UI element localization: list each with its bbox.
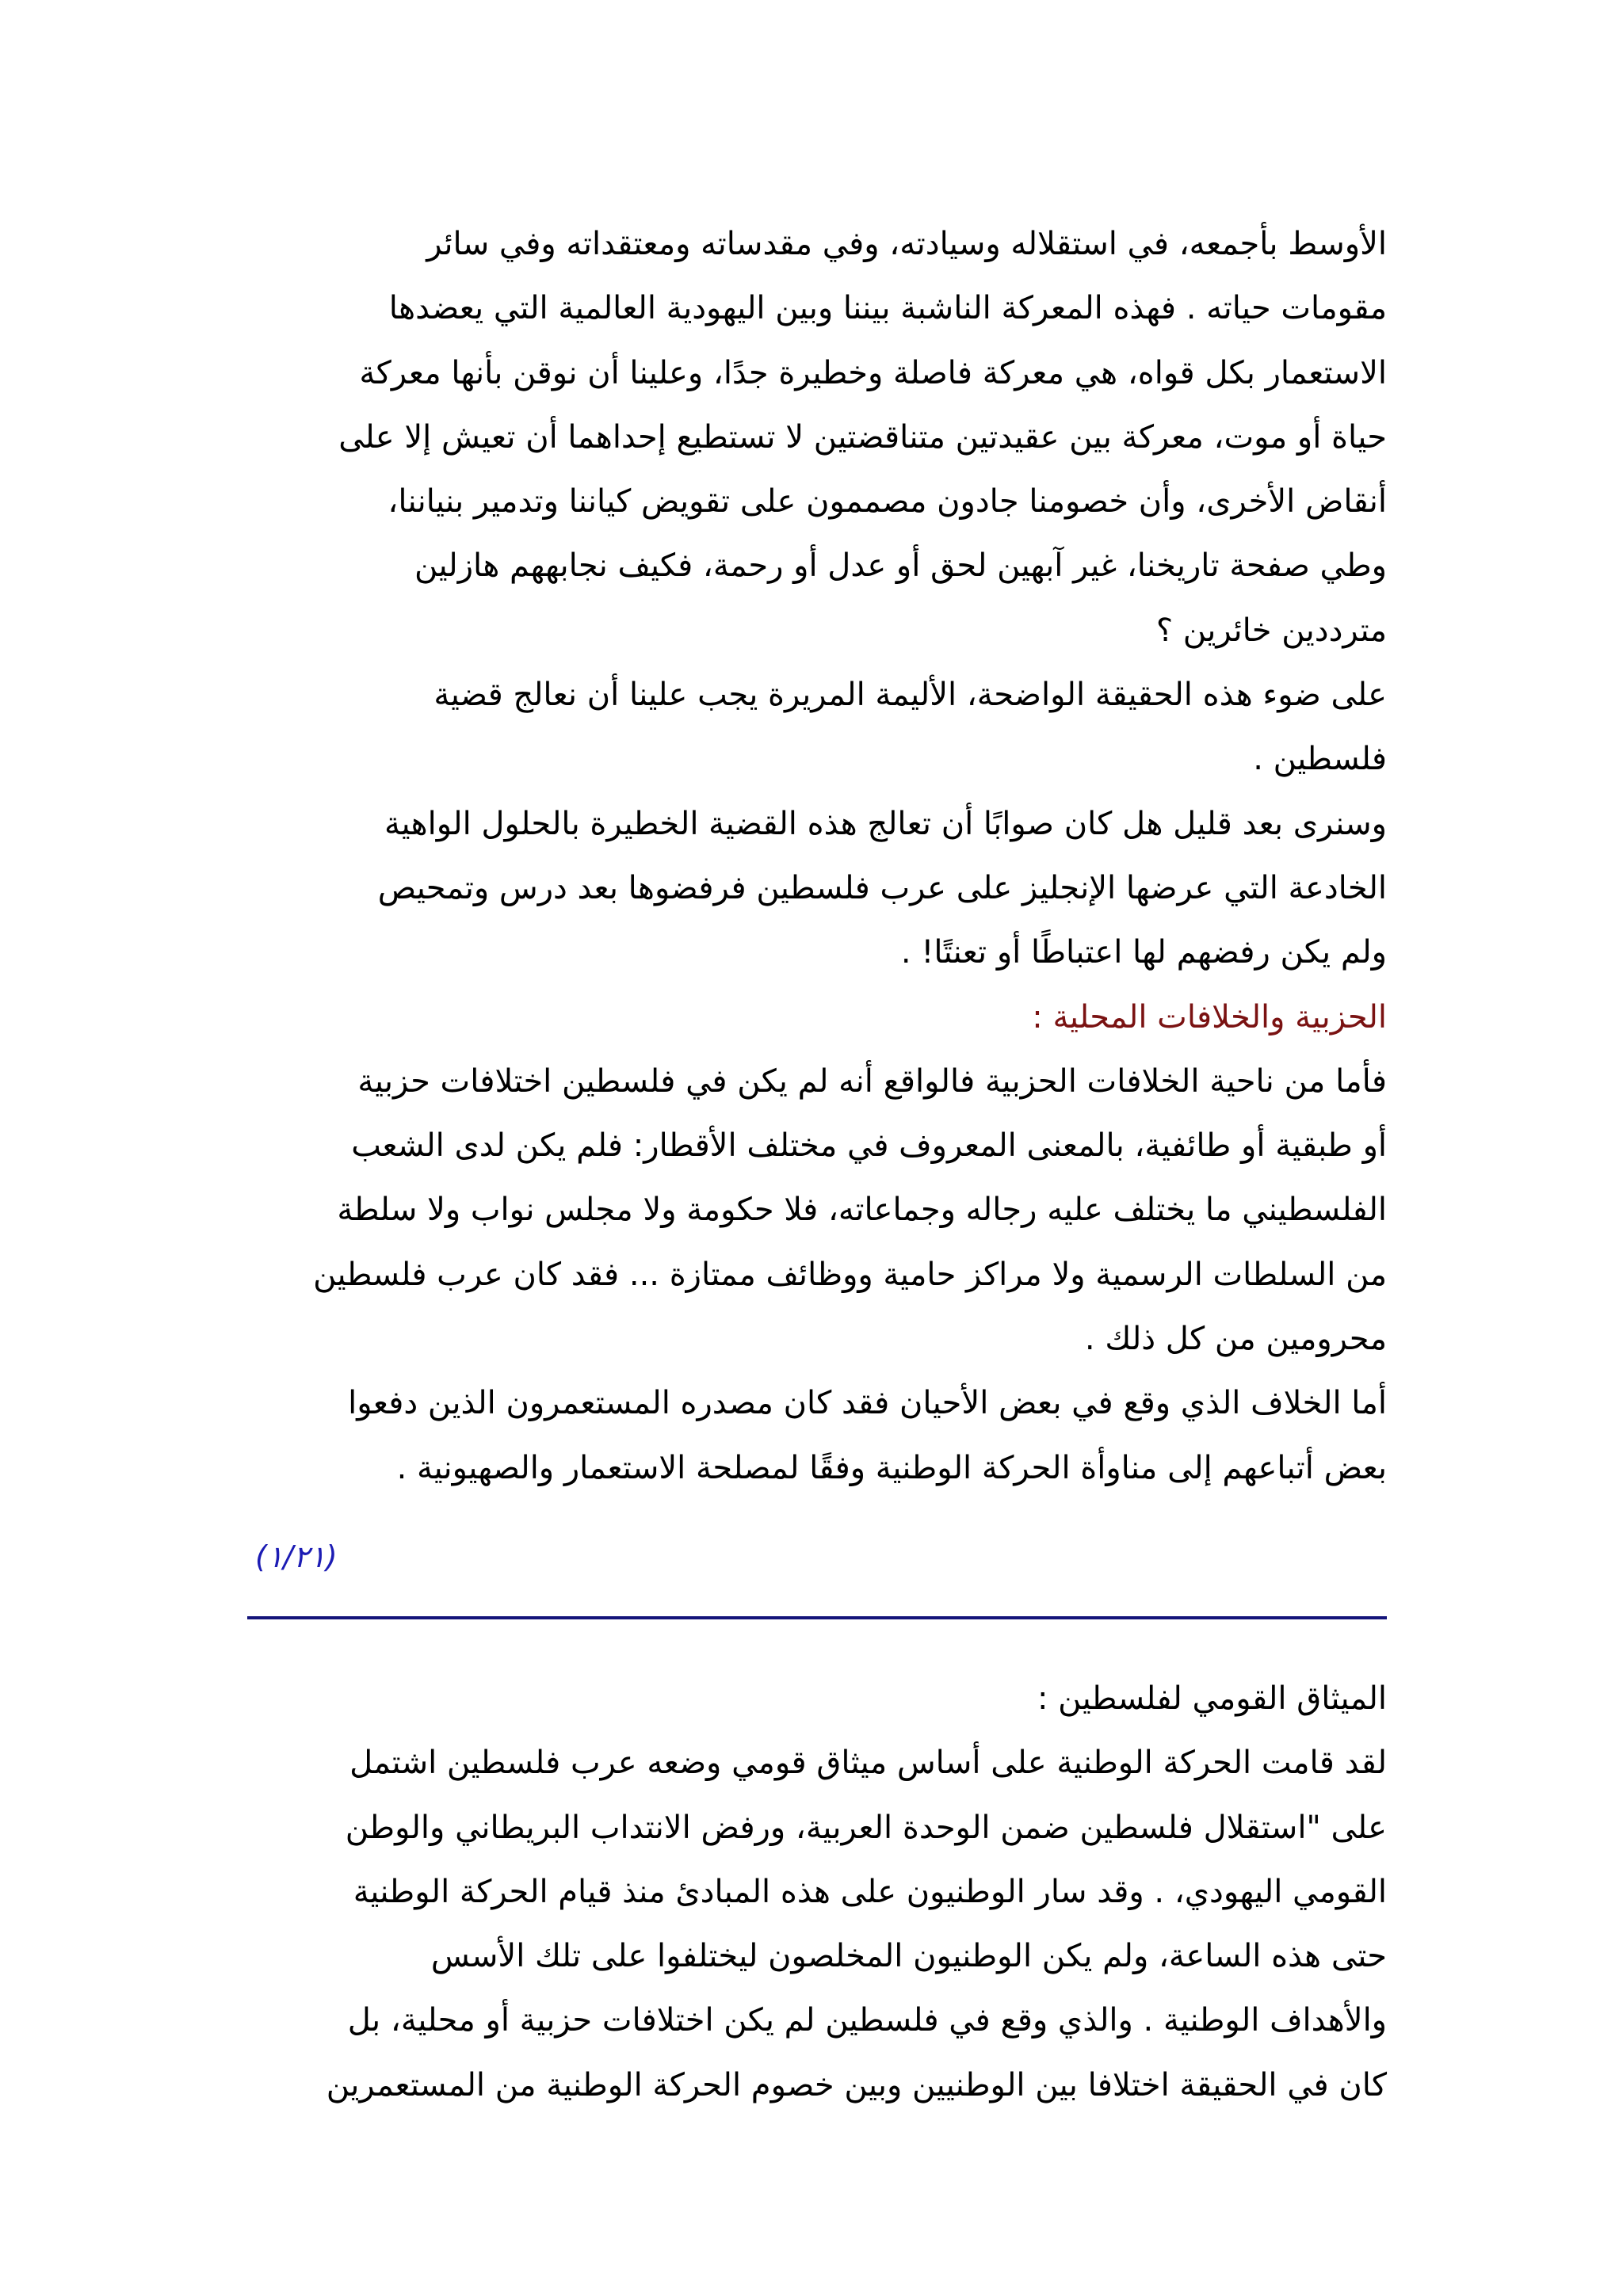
text-line: الخادعة التي عرضها الإنجليز على عرب فلسطين فرفضوها بعد درس وتمحيص: [377, 869, 1387, 906]
page-top-text: [247, 212, 1387, 1501]
page-divider: [247, 1616, 1387, 1619]
text-line: حتى هذه الساعة، ولم يكن الوطنيون المخلصون ليختلفوا على تلك الأسس: [430, 1938, 1387, 1975]
page-reference: (١/٢١): [255, 1539, 338, 1574]
text-line: كان في الحقيقة اختلافا بين الوطنيين وبين خصوم الحركة الوطنية من المستعمرين: [326, 2066, 1387, 2103]
text-line: ولم يكن رفضهم لها اعتباطًا أو تعنتًا! .: [900, 934, 1387, 971]
section-heading: الحزبية والخلافات المحلية :: [1032, 998, 1387, 1035]
text-line: أنقاض الأخرى، وأن خصومنا جادون مصممون على تقويض كياننا وتدمير بنياننا،: [388, 483, 1387, 521]
text-line: محرومين من كل ذلك .: [1084, 1321, 1387, 1358]
text-line: أو طبقية أو طائفية، بالمعنى المعروف في مختلف الأقطار: فلم يكن لدى الشعب: [351, 1127, 1387, 1165]
text-line: الفلسطيني ما يختلف عليه رجاله وجماعاته، فلا حكومة ولا مجلس نواب ولا سلطة: [337, 1192, 1387, 1229]
text-line: حياة أو موت، معركة بين عقيدتين متناقضتين لا تستطيع إحداهما أن تعيش إلا على: [338, 418, 1387, 456]
text-line: وطي صفحة تاريخنا، غير آبهين لحق أو عدل أو رحمة، فكيف نجابههم هازلين: [414, 547, 1387, 585]
text-line: على ضوء هذه الحقيقة الواضحة، الأليمة المريرة يجب علينا أن نعالج قضية: [433, 677, 1387, 714]
page-bottom-text: [247, 1667, 1387, 2118]
text-line: لقد قامت الحركة الوطنية على أساس ميثاق قومي وضعه عرب فلسطين اشتمل: [349, 1745, 1387, 1782]
text-line: القومي اليهودي، . وقد سار الوطنيون على هذه المبادئ منذ قيام الحركة الوطنية: [353, 1873, 1387, 1910]
text-line: على "استقلال فلسطين ضمن الوحدة العربية، ورفض الانتداب البريطاني والوطن: [345, 1809, 1387, 1846]
text-line: والأهداف الوطنية . والذي وقع في فلسطين لم يكن اختلافات حزبية أو محلية، بل: [347, 2002, 1387, 2039]
text-line: مقومات حياته . فهذه المعركة الناشبة بيننا وبين اليهودية العالمية التي يعضدها: [388, 290, 1387, 327]
text-line: من السلطات الرسمية ولا مراكز حامية ووظائف ممتازة ... فقد كان عرب فلسطين: [313, 1256, 1387, 1293]
text-line: فأما من ناحية الخلافات الحزبية فالواقع أنه لم يكن في فلسطين اختلافات حزبية: [357, 1062, 1387, 1100]
text-line: مترددين خائرين ؟: [1155, 612, 1387, 649]
text-line: بعض أتباعهم إلى مناوأة الحركة الوطنية وفقًا لمصلحة الاستعمار والصهيونية .: [396, 1449, 1387, 1486]
text-line: فلسطين .: [1253, 741, 1387, 778]
text-line: الاستعمار بكل قواه، هي معركة فاصلة وخطيرة جدًا، وعلينا أن نوقن بأنها معركة: [359, 354, 1387, 391]
text-line: الأوسط بأجمعه، في استقلاله وسيادته، وفي مقدساته ومعتقداته وفي سائر: [426, 226, 1387, 262]
text-line: وسنرى بعد قليل هل كان صوابًا أن تعالج هذه القضية الخطيرة بالحلول الواهية: [384, 805, 1387, 842]
section-heading: الميثاق القومي لفلسطين :: [1037, 1680, 1387, 1717]
text-line: أما الخلاف الذي وقع في بعض الأحيان فقد كان مصدره المستعمرون الذين دفعوا: [348, 1385, 1387, 1422]
